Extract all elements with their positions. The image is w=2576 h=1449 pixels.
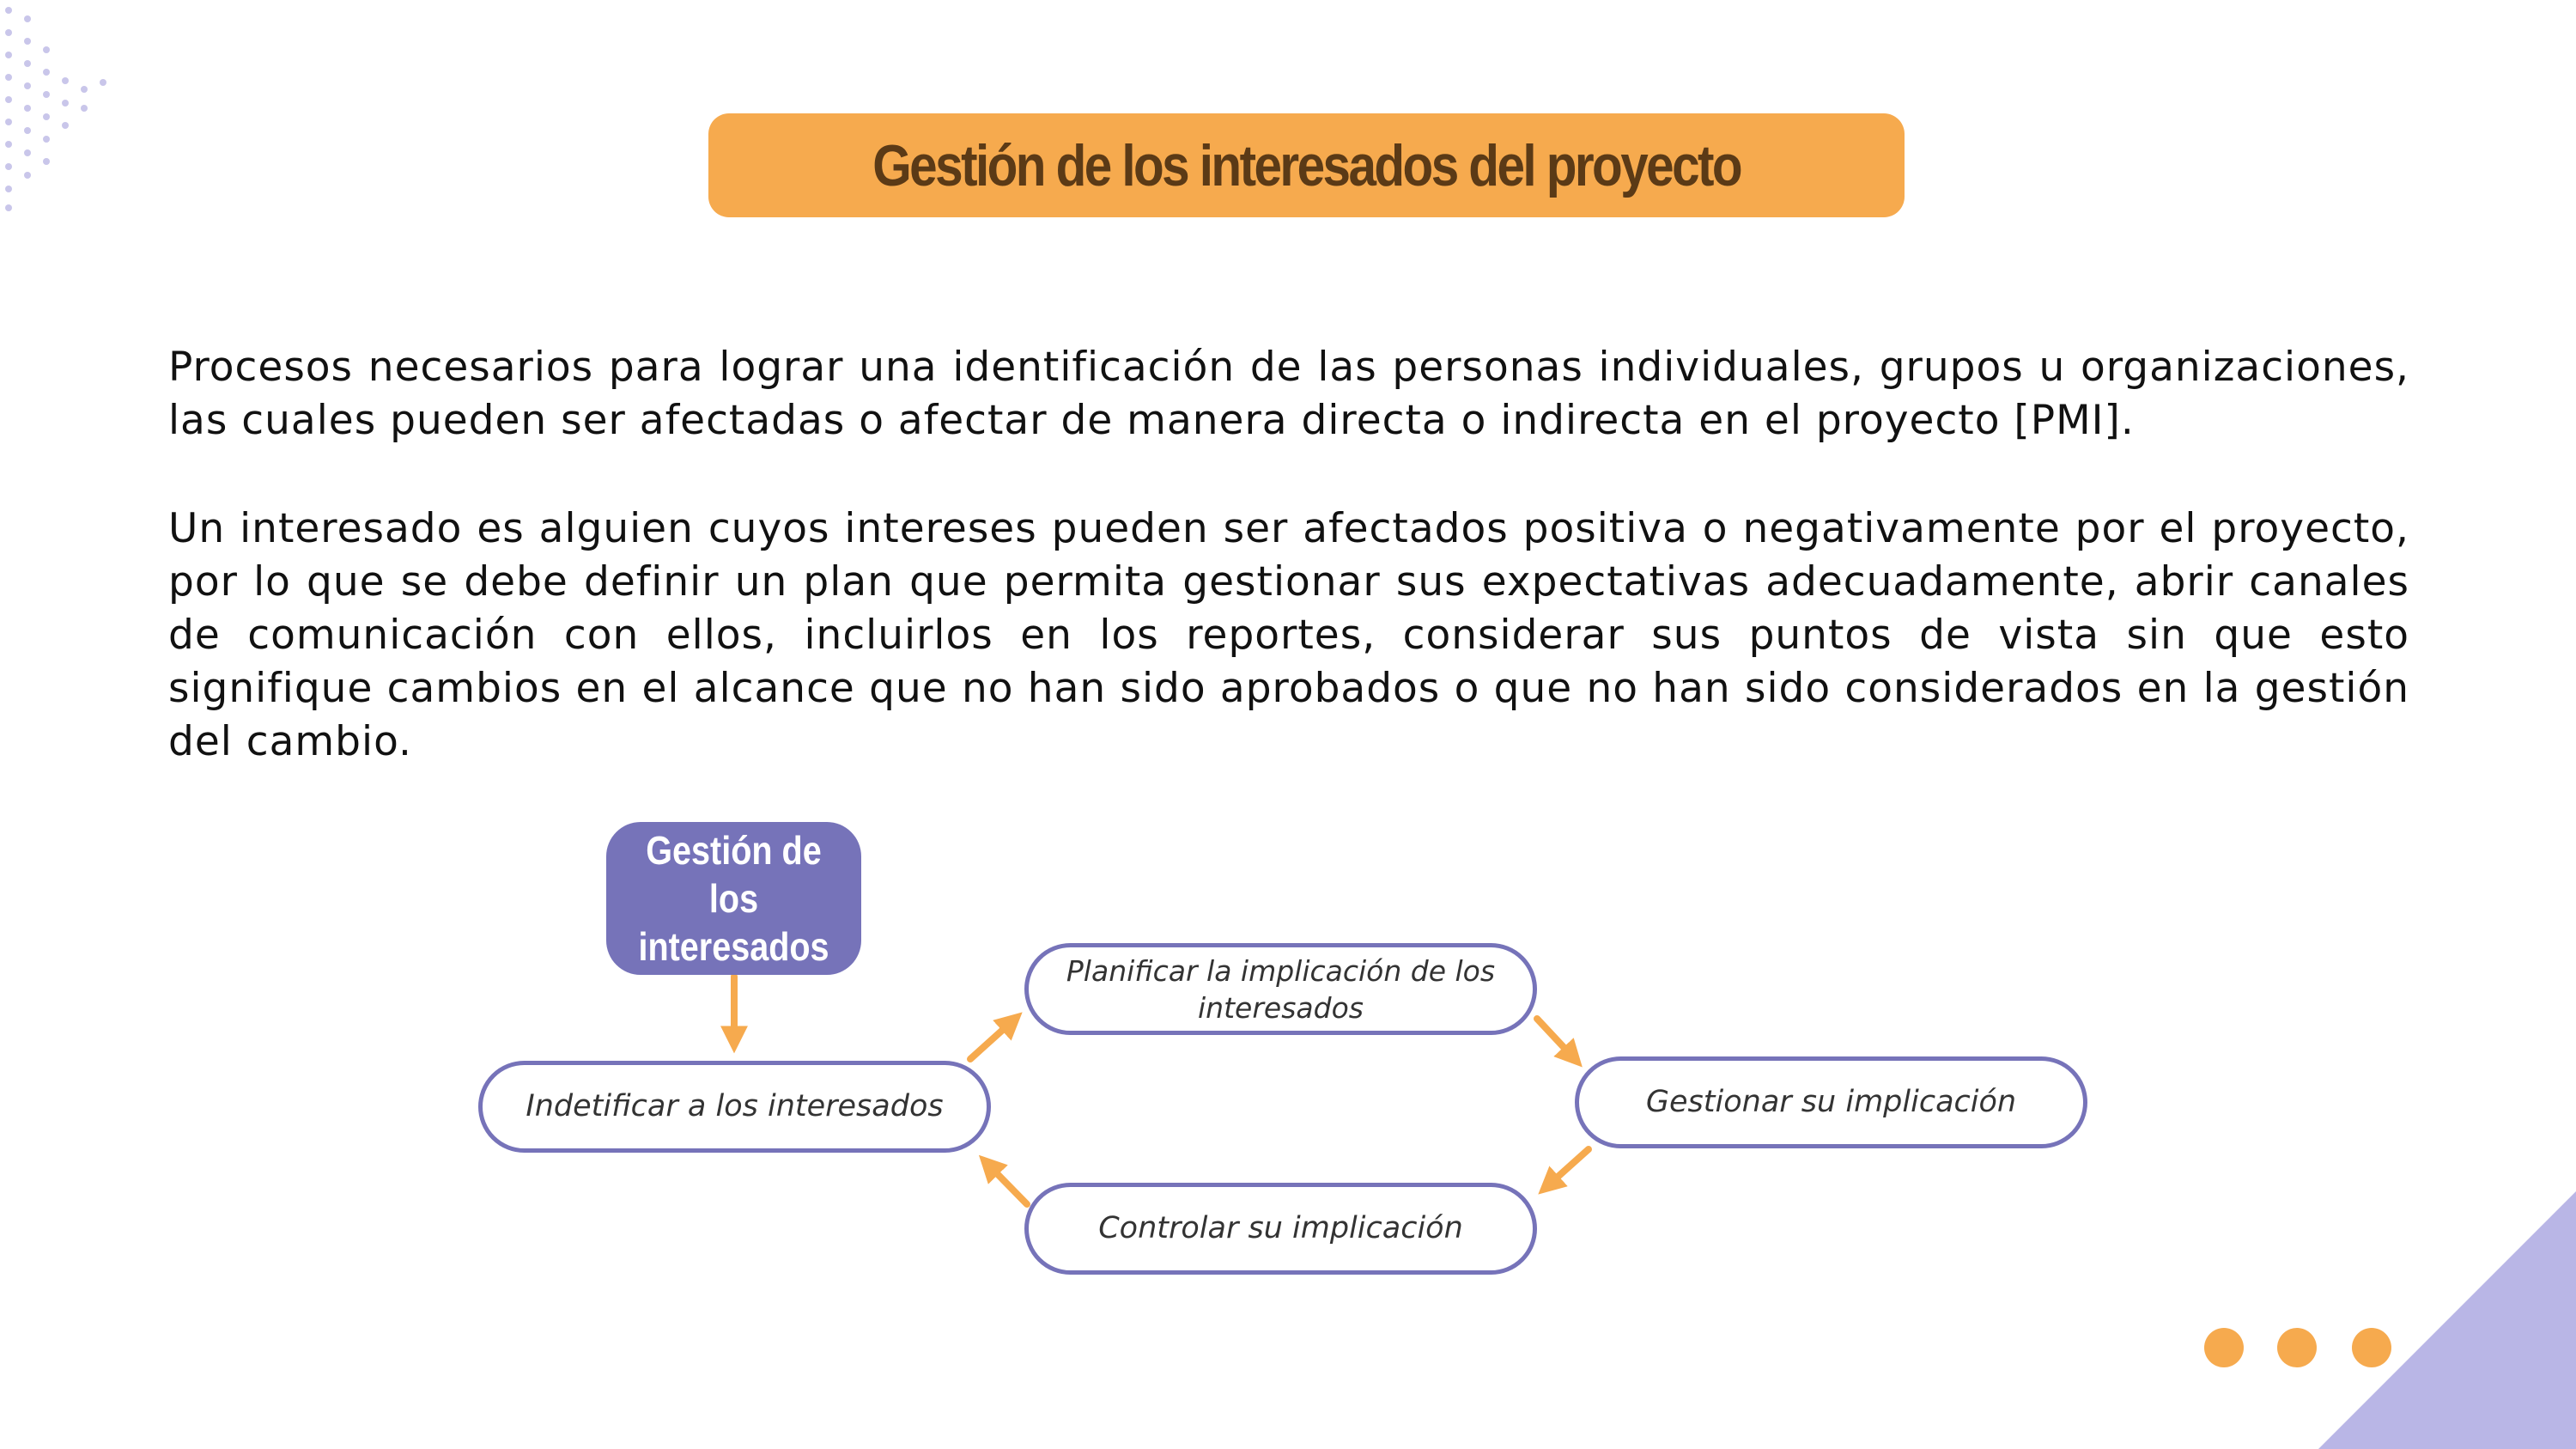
identify-stakeholders-node	[478, 1061, 991, 1153]
identify-stakeholders-label: Indetificar a los interesados	[526, 1089, 944, 1123]
definition-paragraph: Procesos necesarios para lograr una identificación de las personas individuales, grupos u organizaciones, las cuales pueden ser afectadas o afectar de manera directa o indirecta en el proyecto [PMI].	[168, 344, 2409, 444]
arrow-manage-to-control	[1547, 1149, 1589, 1186]
control-engagement-label: Controlar su implicación	[1098, 1211, 1463, 1245]
arrow-identify-to-plan	[970, 1020, 1013, 1059]
stakeholder-management-label: Gestión de los interesados	[638, 828, 829, 969]
manage-engagement-node	[1575, 1056, 2087, 1148]
stakeholder-management-node	[606, 822, 861, 975]
decorative-corner-triangle	[2318, 1191, 2576, 1449]
arrow-plan-to-manage	[1537, 1019, 1574, 1058]
page-title: Gestión de los interesados del proyecto	[872, 132, 1741, 198]
control-engagement-node	[1024, 1183, 1537, 1275]
arrow-control-to-identify	[987, 1164, 1027, 1204]
decorative-dot-2	[2277, 1328, 2317, 1367]
manage-engagement-label: Gestionar su implicación	[1645, 1085, 2017, 1119]
plan-engagement-label: Planificar la implicación de los interesados	[1066, 953, 1496, 1025]
plan-engagement-node	[1024, 943, 1537, 1035]
stakeholder-paragraph: Un interesado es alguien cuyos intereses pueden ser afectados positiva o negativamente por el proyecto, por lo que se debe definir un plan que permita gestionar sus expectativas adecuadamente, abrir canales de comunicación con ellos, incluirlos en los reportes, considerar sus puntos de vista sin que esto signifique cambios en el alcance que no han sido aprobados o que no han sido considerados en la gestión del cambio.	[168, 505, 2409, 765]
decorative-dot-1	[2204, 1328, 2244, 1367]
